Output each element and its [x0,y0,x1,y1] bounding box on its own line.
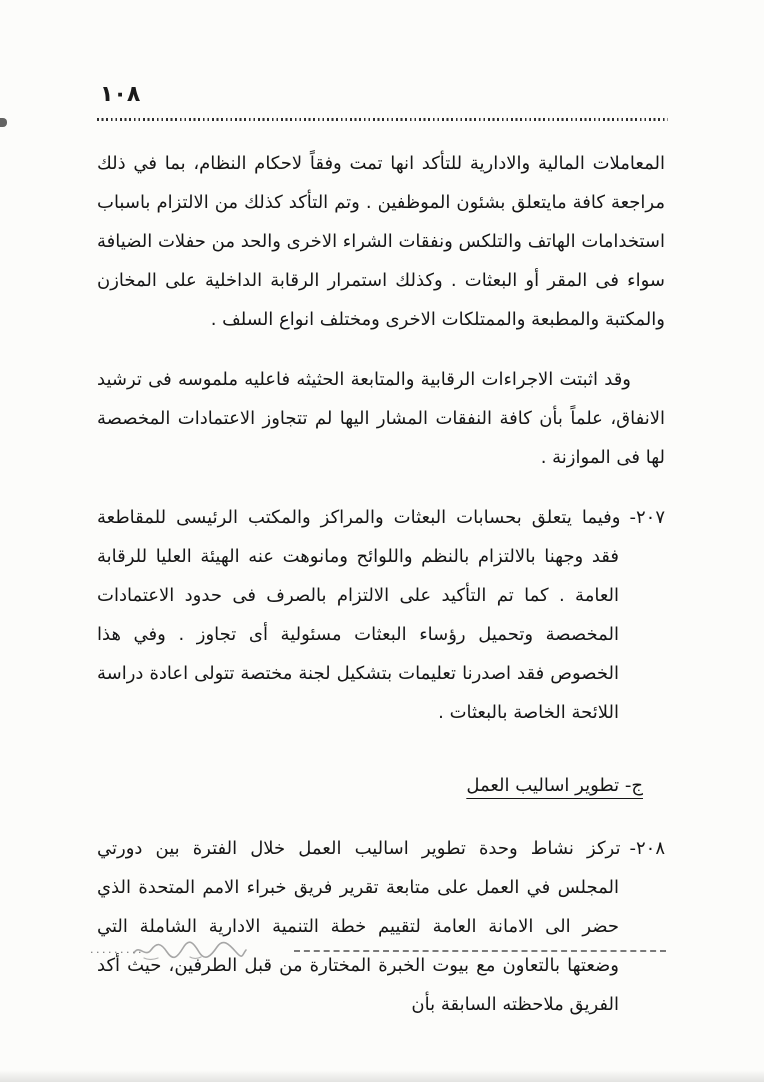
section-heading-work-methods: ج- تطوير اساليب العمل [466,775,643,796]
footer-dots: ......... [90,942,144,956]
document-body [97,144,665,1045]
scan-edge-artifact [0,118,7,127]
item-text-208: تركز نشاط وحدة تطوير اساليب العمل خلال الفترة بين دورتي المجلس في العمل على متابعة تقرير فريق خبراء الامم المتحدة الذي حضر الى الامانة العامة لتقييم خطة التنمية الادارية الشاملة التي وضعتها بالتعاون مع بيوت الخبرة المختارة من قبل الطرفين، حيث أكد الفريق ملاحظته السابقة بأن [97,838,621,1015]
item-number-208: ٢٠٨- [629,838,665,859]
paragraph-item-207 [97,498,665,732]
item-number-207: ٢٠٧- [629,507,665,528]
header-dotted-rule [97,118,668,121]
footer-dashed-rule [294,950,666,952]
paragraph-continuation: المعاملات المالية والادارية للتأكد انها تمت وفقاً لاحكام النظام، بما في ذلك مراجعة كافة مايتعلق بشئون الموظفين . وتم التأكد كذلك من الالتزام باسباب استخدامات الهاتف والتلكس ونفقات الشراء الاخرى والحد من حفلات الضيافة سواء فى المقر أو البعثات . وكذلك استمرار الرقابة الداخلية على المخازن والمكتبة والمطبعة والممتلكات الاخرى ومختلف انواع السلف . [97,153,665,330]
page-footer [90,938,666,964]
page-number: ١٠٨ [100,82,141,107]
handwritten-note-icon [130,939,248,963]
paragraph-item-208 [97,829,665,1024]
item-text-207: وفيما يتعلق بحسابات البعثات والمراكز والمكتب الرئيسى للمقاطعة فقد وجهنا بالالتزام بالنظم واللوائح ومانوهت عنه الهيئة العليا للرقابة العامة . كما تم التأكيد على الالتزام بالصرف فى حدود الاعتمادات المخصصة وتحميل رؤساء البعثات مسئولية أى تجاوز . وفي هذا الخصوص فقد اصدرنا تعليمات بتشكيل لجنة مختصة تتولى اعادة دراسة اللائحة الخاصة بالبعثات . [97,507,621,723]
paragraph-results: وقد اثبتت الاجراءات الرقابية والمتابعة الحثيثه فاعليه ملموسه فى ترشيد الانفاق، علماً بأن كافة النفقات المشار اليها لم تتجاوز الاعتمادات المخصصة لها فى الموازنة . [97,369,665,468]
